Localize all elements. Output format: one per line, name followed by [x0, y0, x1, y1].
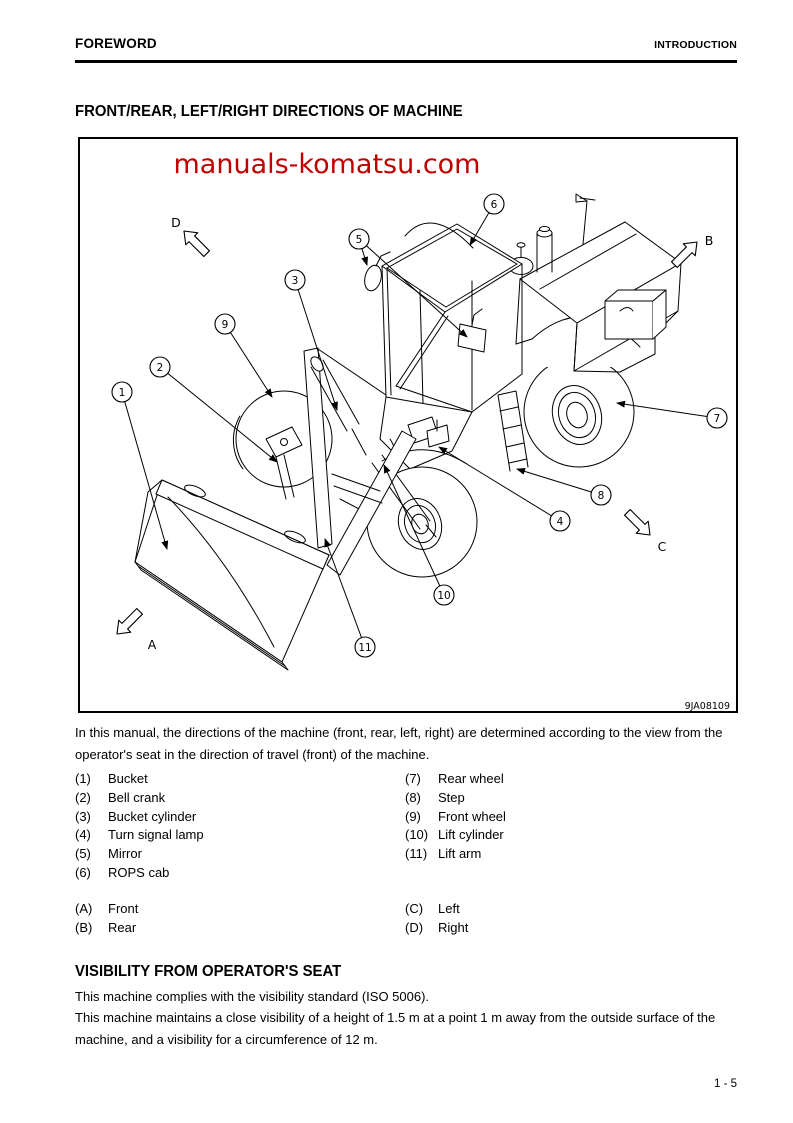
callout-6 [484, 194, 504, 214]
direction-list-left [75, 901, 395, 939]
rear-body [509, 194, 681, 372]
callout-1 [112, 382, 132, 402]
direction-letter-d: D [171, 215, 181, 230]
callout-8 [591, 485, 611, 505]
header-right-text: INTRODUCTION [654, 39, 737, 51]
step-ladder [498, 391, 528, 471]
rops-cab [382, 223, 522, 412]
machine-figure-frame [78, 137, 738, 713]
header-left-text: FOREWORD [75, 36, 157, 51]
callout-3 [285, 270, 305, 290]
list-item: (D) Right [405, 920, 469, 935]
machine-line-art [80, 139, 736, 711]
section-title-visibility: VISIBILITY FROM OPERATOR'S SEAT [75, 963, 342, 980]
parts-list-left [75, 771, 395, 884]
svg-text:1: 1 [118, 387, 126, 399]
svg-text:5: 5 [355, 234, 363, 246]
arrow-a-icon [111, 605, 146, 640]
svg-text:6: 6 [490, 199, 498, 211]
figure-code: 9JA08109 [684, 701, 730, 711]
svg-text:8: 8 [597, 490, 605, 502]
list-item: (2) Bell crank [75, 789, 166, 805]
list-item: (7) Rear wheel [405, 771, 504, 786]
visibility-paragraph-2: This machine maintains a close visibility of a height of 1.5 m at a point 1 m away from the outside surface of the machine, and a visibility for a circumference of 12 m. [75, 1010, 716, 1047]
bucket [135, 480, 329, 670]
parts-list-right [405, 771, 725, 865]
svg-text:3: 3 [291, 275, 299, 287]
svg-text:7: 7 [713, 413, 721, 425]
list-item: (C) Left [405, 901, 460, 916]
list-item: (9) Front wheel [405, 808, 506, 824]
svg-text:4: 4 [556, 516, 564, 528]
list-item: (11) Lift arm [405, 846, 482, 862]
list-item: (10) Lift cylinder [405, 827, 504, 843]
direction-letter-c: C [657, 539, 667, 554]
callout-2 [150, 357, 170, 377]
rear-wheel [524, 357, 634, 467]
direction-letter-a: A [147, 637, 157, 652]
list-item: (8) Step [405, 789, 465, 805]
list-item: (A) Front [75, 901, 139, 916]
page-header [75, 36, 737, 63]
callout-5 [349, 229, 369, 249]
wheel-loader-drawing [135, 194, 681, 670]
callout-4 [550, 511, 570, 531]
list-item: (4) Turn signal lamp [75, 827, 204, 843]
page-number: 1 - 5 [713, 1078, 737, 1090]
list-item: (B) Rear [75, 920, 137, 935]
list-item: (1) Bucket [75, 771, 148, 786]
callout-9 [215, 314, 235, 334]
callout-11 [355, 637, 375, 657]
visibility-paragraph-1: This machine complies with the visibility standard (ISO 5006). [75, 989, 430, 1004]
svg-text:9: 9 [221, 319, 229, 331]
watermark-text: manuals-komatsu.com [173, 149, 481, 180]
section-title-directions: FRONT/REAR, LEFT/RIGHT DIRECTIONS OF MACHINE [75, 103, 463, 120]
mirror-left [362, 252, 390, 293]
list-item: (6) ROPS cab [75, 864, 170, 880]
callout-10 [434, 585, 454, 605]
list-item: (5) Mirror [75, 846, 142, 862]
list-item: (3) Bucket cylinder [75, 808, 197, 824]
svg-text:2: 2 [156, 362, 164, 374]
arrow-d-icon [178, 225, 213, 260]
svg-text:11: 11 [358, 642, 372, 654]
arrow-c-icon [621, 506, 656, 541]
callout-7 [707, 408, 727, 428]
directions-intro-paragraph: In this manual, the directions of the machine (front, rear, left, right) are determined according to the view from the operator's seat in the direction of travel (front) of the machine. [75, 725, 723, 762]
direction-letter-b: B [704, 233, 714, 248]
svg-text:10: 10 [437, 590, 451, 602]
direction-list-right [405, 901, 725, 939]
